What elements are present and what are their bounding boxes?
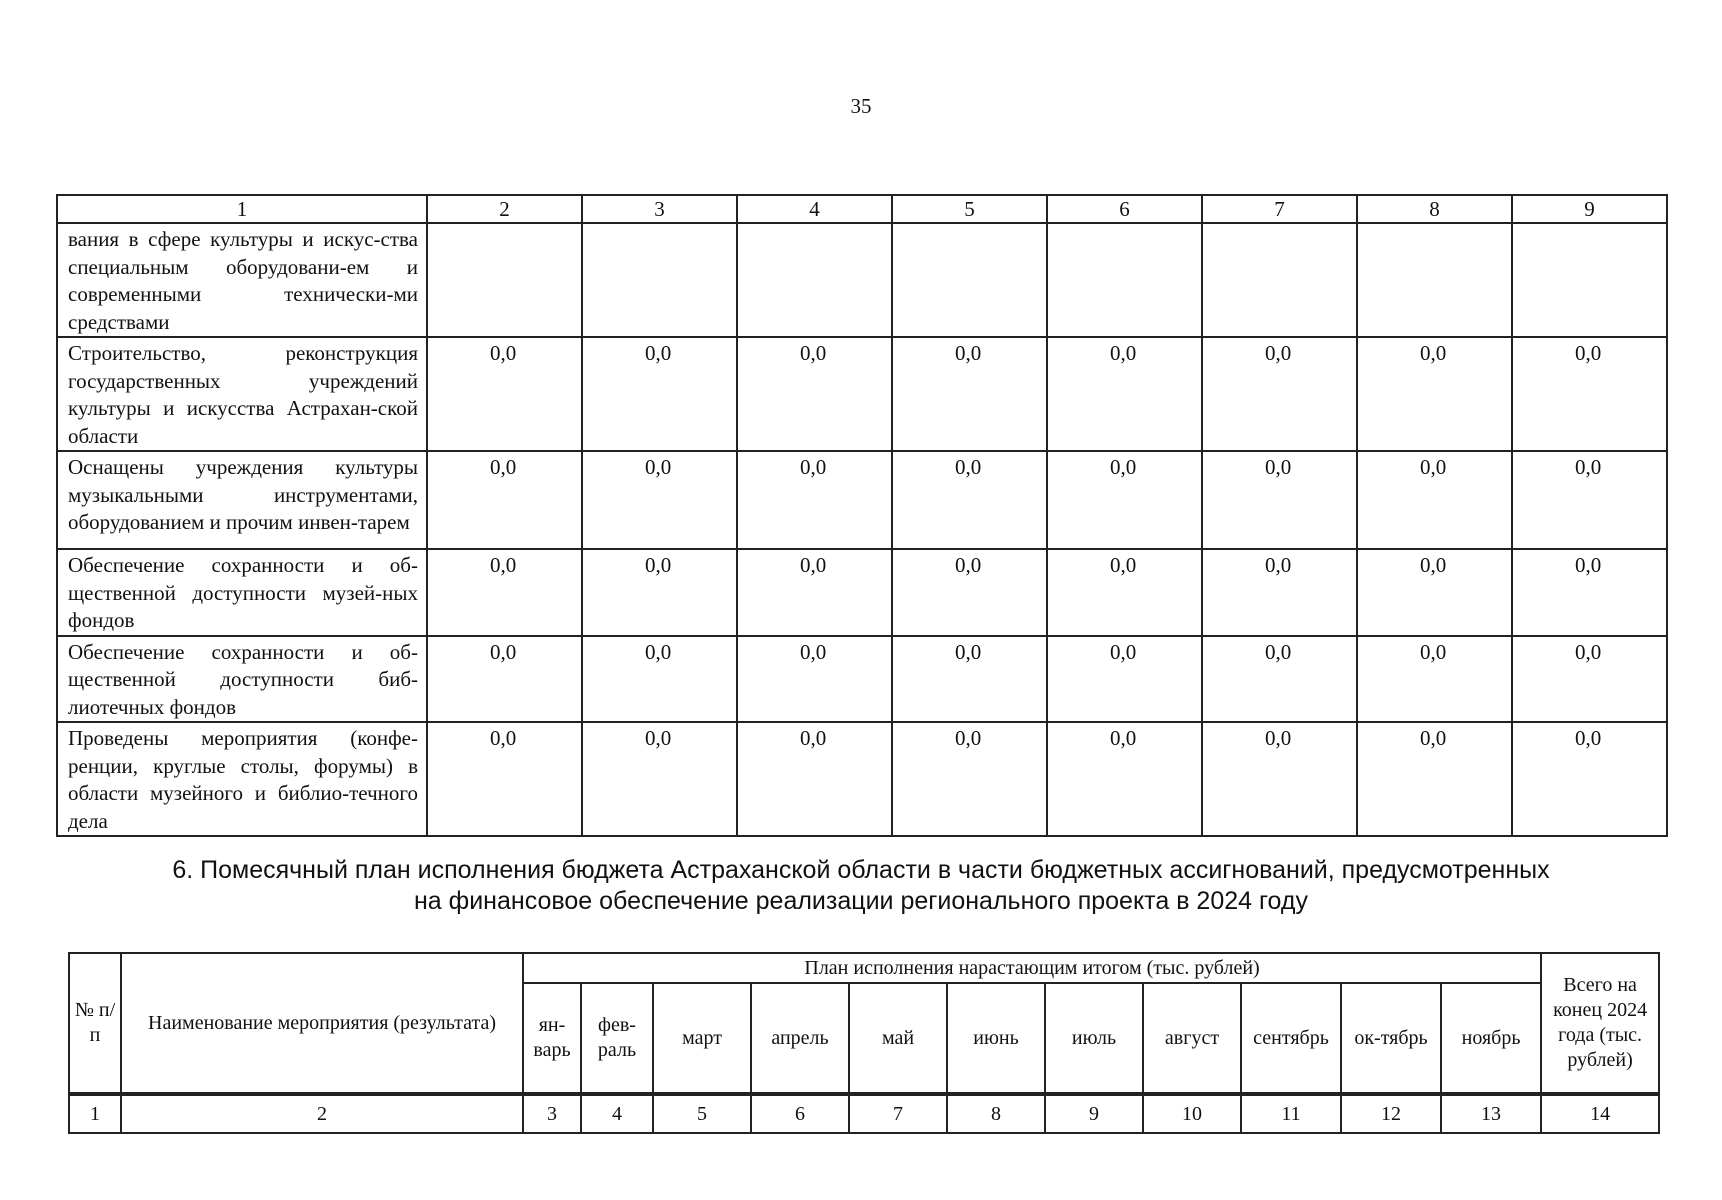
column-number: 7 xyxy=(849,1094,947,1133)
column-number: 6 xyxy=(751,1094,849,1133)
month-header: апрель xyxy=(751,983,849,1094)
column-number: 3 xyxy=(523,1094,581,1133)
row-value xyxy=(737,223,892,337)
num-header: № п/п xyxy=(69,953,121,1094)
upper-header-row xyxy=(57,195,1667,223)
row-value: 0,0 xyxy=(582,549,737,636)
column-number: 12 xyxy=(1341,1094,1441,1133)
column-number: 4 xyxy=(581,1094,653,1133)
row-name: вания в сфере культуры и искус-ства специальным оборудовани-ем и современными технически-ми средствами xyxy=(57,223,427,337)
row-value: 0,0 xyxy=(737,549,892,636)
upper-header-cell: 9 xyxy=(1512,195,1667,223)
upper-table xyxy=(56,194,1668,837)
row-value: 0,0 xyxy=(427,337,582,451)
column-number: 2 xyxy=(121,1094,523,1133)
column-number: 8 xyxy=(947,1094,1045,1133)
upper-header-cell: 7 xyxy=(1202,195,1357,223)
table-row xyxy=(57,722,1667,836)
column-number: 14 xyxy=(1541,1094,1659,1133)
column-number: 9 xyxy=(1045,1094,1143,1133)
row-value: 0,0 xyxy=(1047,451,1202,549)
column-number: 1 xyxy=(69,1094,121,1133)
row-value: 0,0 xyxy=(1357,636,1512,723)
upper-header-cell: 1 xyxy=(57,195,427,223)
upper-header-cell: 8 xyxy=(1357,195,1512,223)
row-value: 0,0 xyxy=(737,451,892,549)
row-name: Проведены мероприятия (конфе-ренции, круглые столы, форумы) в области музейного и библио-течного дела xyxy=(57,722,427,836)
month-header: июнь xyxy=(947,983,1045,1094)
row-value: 0,0 xyxy=(1047,722,1202,836)
row-value: 0,0 xyxy=(582,451,737,549)
upper-header-cell: 4 xyxy=(737,195,892,223)
page-number: 35 xyxy=(850,94,872,118)
row-value: 0,0 xyxy=(737,636,892,723)
row-value: 0,0 xyxy=(1512,451,1667,549)
row-value: 0,0 xyxy=(892,636,1047,723)
upper-header-cell: 3 xyxy=(582,195,737,223)
row-value: 0,0 xyxy=(582,636,737,723)
row-value: 0,0 xyxy=(1357,451,1512,549)
row-value: 0,0 xyxy=(1512,722,1667,836)
plan-header: План исполнения нарастающим итогом (тыс. рублей) xyxy=(523,953,1541,983)
row-value: 0,0 xyxy=(892,549,1047,636)
row-value: 0,0 xyxy=(1202,722,1357,836)
month-header: ноябрь xyxy=(1441,983,1541,1094)
row-value: 0,0 xyxy=(892,451,1047,549)
row-value: 0,0 xyxy=(1047,337,1202,451)
upper-header-cell: 5 xyxy=(892,195,1047,223)
section-title-line-1: 6. Помесячный план исполнения бюджета Астраханской области в части бюджетных ассигнований, предусмотренных xyxy=(172,856,1550,884)
row-value xyxy=(1512,223,1667,337)
column-number: 10 xyxy=(1143,1094,1241,1133)
table-row xyxy=(57,636,1667,723)
table-row xyxy=(57,451,1667,549)
total-header: Всего на конец 2024 года (тыс. рублей) xyxy=(1541,953,1659,1094)
row-value: 0,0 xyxy=(1357,549,1512,636)
row-value: 0,0 xyxy=(427,451,582,549)
row-value: 0,0 xyxy=(582,722,737,836)
column-number: 11 xyxy=(1241,1094,1341,1133)
row-value xyxy=(582,223,737,337)
lower-table xyxy=(68,952,1660,1134)
row-value xyxy=(1202,223,1357,337)
table-row xyxy=(57,549,1667,636)
row-value xyxy=(1047,223,1202,337)
name-header: Наименование мероприятия (результата) xyxy=(121,953,523,1094)
row-value: 0,0 xyxy=(427,549,582,636)
row-value xyxy=(892,223,1047,337)
table-row xyxy=(57,337,1667,451)
row-value: 0,0 xyxy=(1202,451,1357,549)
row-value: 0,0 xyxy=(892,722,1047,836)
row-value: 0,0 xyxy=(1202,636,1357,723)
row-name: Оснащены учреждения культуры музыкальными инструментами, оборудованием и прочим инвен-тарем xyxy=(57,451,427,549)
section-title-line-2: на финансовое обеспечение реализации регионального проекта в 2024 году xyxy=(413,887,1308,915)
row-name: Строительство, реконструкция государственных учреждений культуры и искусства Астрахан-ской области xyxy=(57,337,427,451)
month-header: август xyxy=(1143,983,1241,1094)
row-name: Обеспечение сохранности и об-щественной доступности музей-ных фондов xyxy=(57,549,427,636)
row-value: 0,0 xyxy=(1512,337,1667,451)
month-header: июль xyxy=(1045,983,1143,1094)
row-name: Обеспечение сохранности и об-щественной доступности биб-лиотечных фондов xyxy=(57,636,427,723)
month-header: март xyxy=(653,983,751,1094)
row-value xyxy=(1357,223,1512,337)
row-value: 0,0 xyxy=(1512,636,1667,723)
section-title xyxy=(0,855,1722,917)
table-row xyxy=(57,223,1667,337)
upper-header-cell: 6 xyxy=(1047,195,1202,223)
row-value: 0,0 xyxy=(582,337,737,451)
month-header: фев-раль xyxy=(581,983,653,1094)
row-value: 0,0 xyxy=(427,722,582,836)
month-header: ян-варь xyxy=(523,983,581,1094)
row-value: 0,0 xyxy=(1202,337,1357,451)
row-value: 0,0 xyxy=(1357,722,1512,836)
row-value: 0,0 xyxy=(1512,549,1667,636)
row-value: 0,0 xyxy=(737,722,892,836)
upper-header-cell: 2 xyxy=(427,195,582,223)
row-value xyxy=(427,223,582,337)
row-value: 0,0 xyxy=(1047,636,1202,723)
month-header: сентябрь xyxy=(1241,983,1341,1094)
lower-header-row xyxy=(69,953,1659,983)
month-header: ок-тябрь xyxy=(1341,983,1441,1094)
row-value: 0,0 xyxy=(1357,337,1512,451)
row-value: 0,0 xyxy=(737,337,892,451)
row-value: 0,0 xyxy=(427,636,582,723)
row-value: 0,0 xyxy=(1047,549,1202,636)
row-value: 0,0 xyxy=(1202,549,1357,636)
row-value: 0,0 xyxy=(892,337,1047,451)
column-number-row xyxy=(69,1094,1659,1133)
column-number: 13 xyxy=(1441,1094,1541,1133)
month-header: май xyxy=(849,983,947,1094)
column-number: 5 xyxy=(653,1094,751,1133)
